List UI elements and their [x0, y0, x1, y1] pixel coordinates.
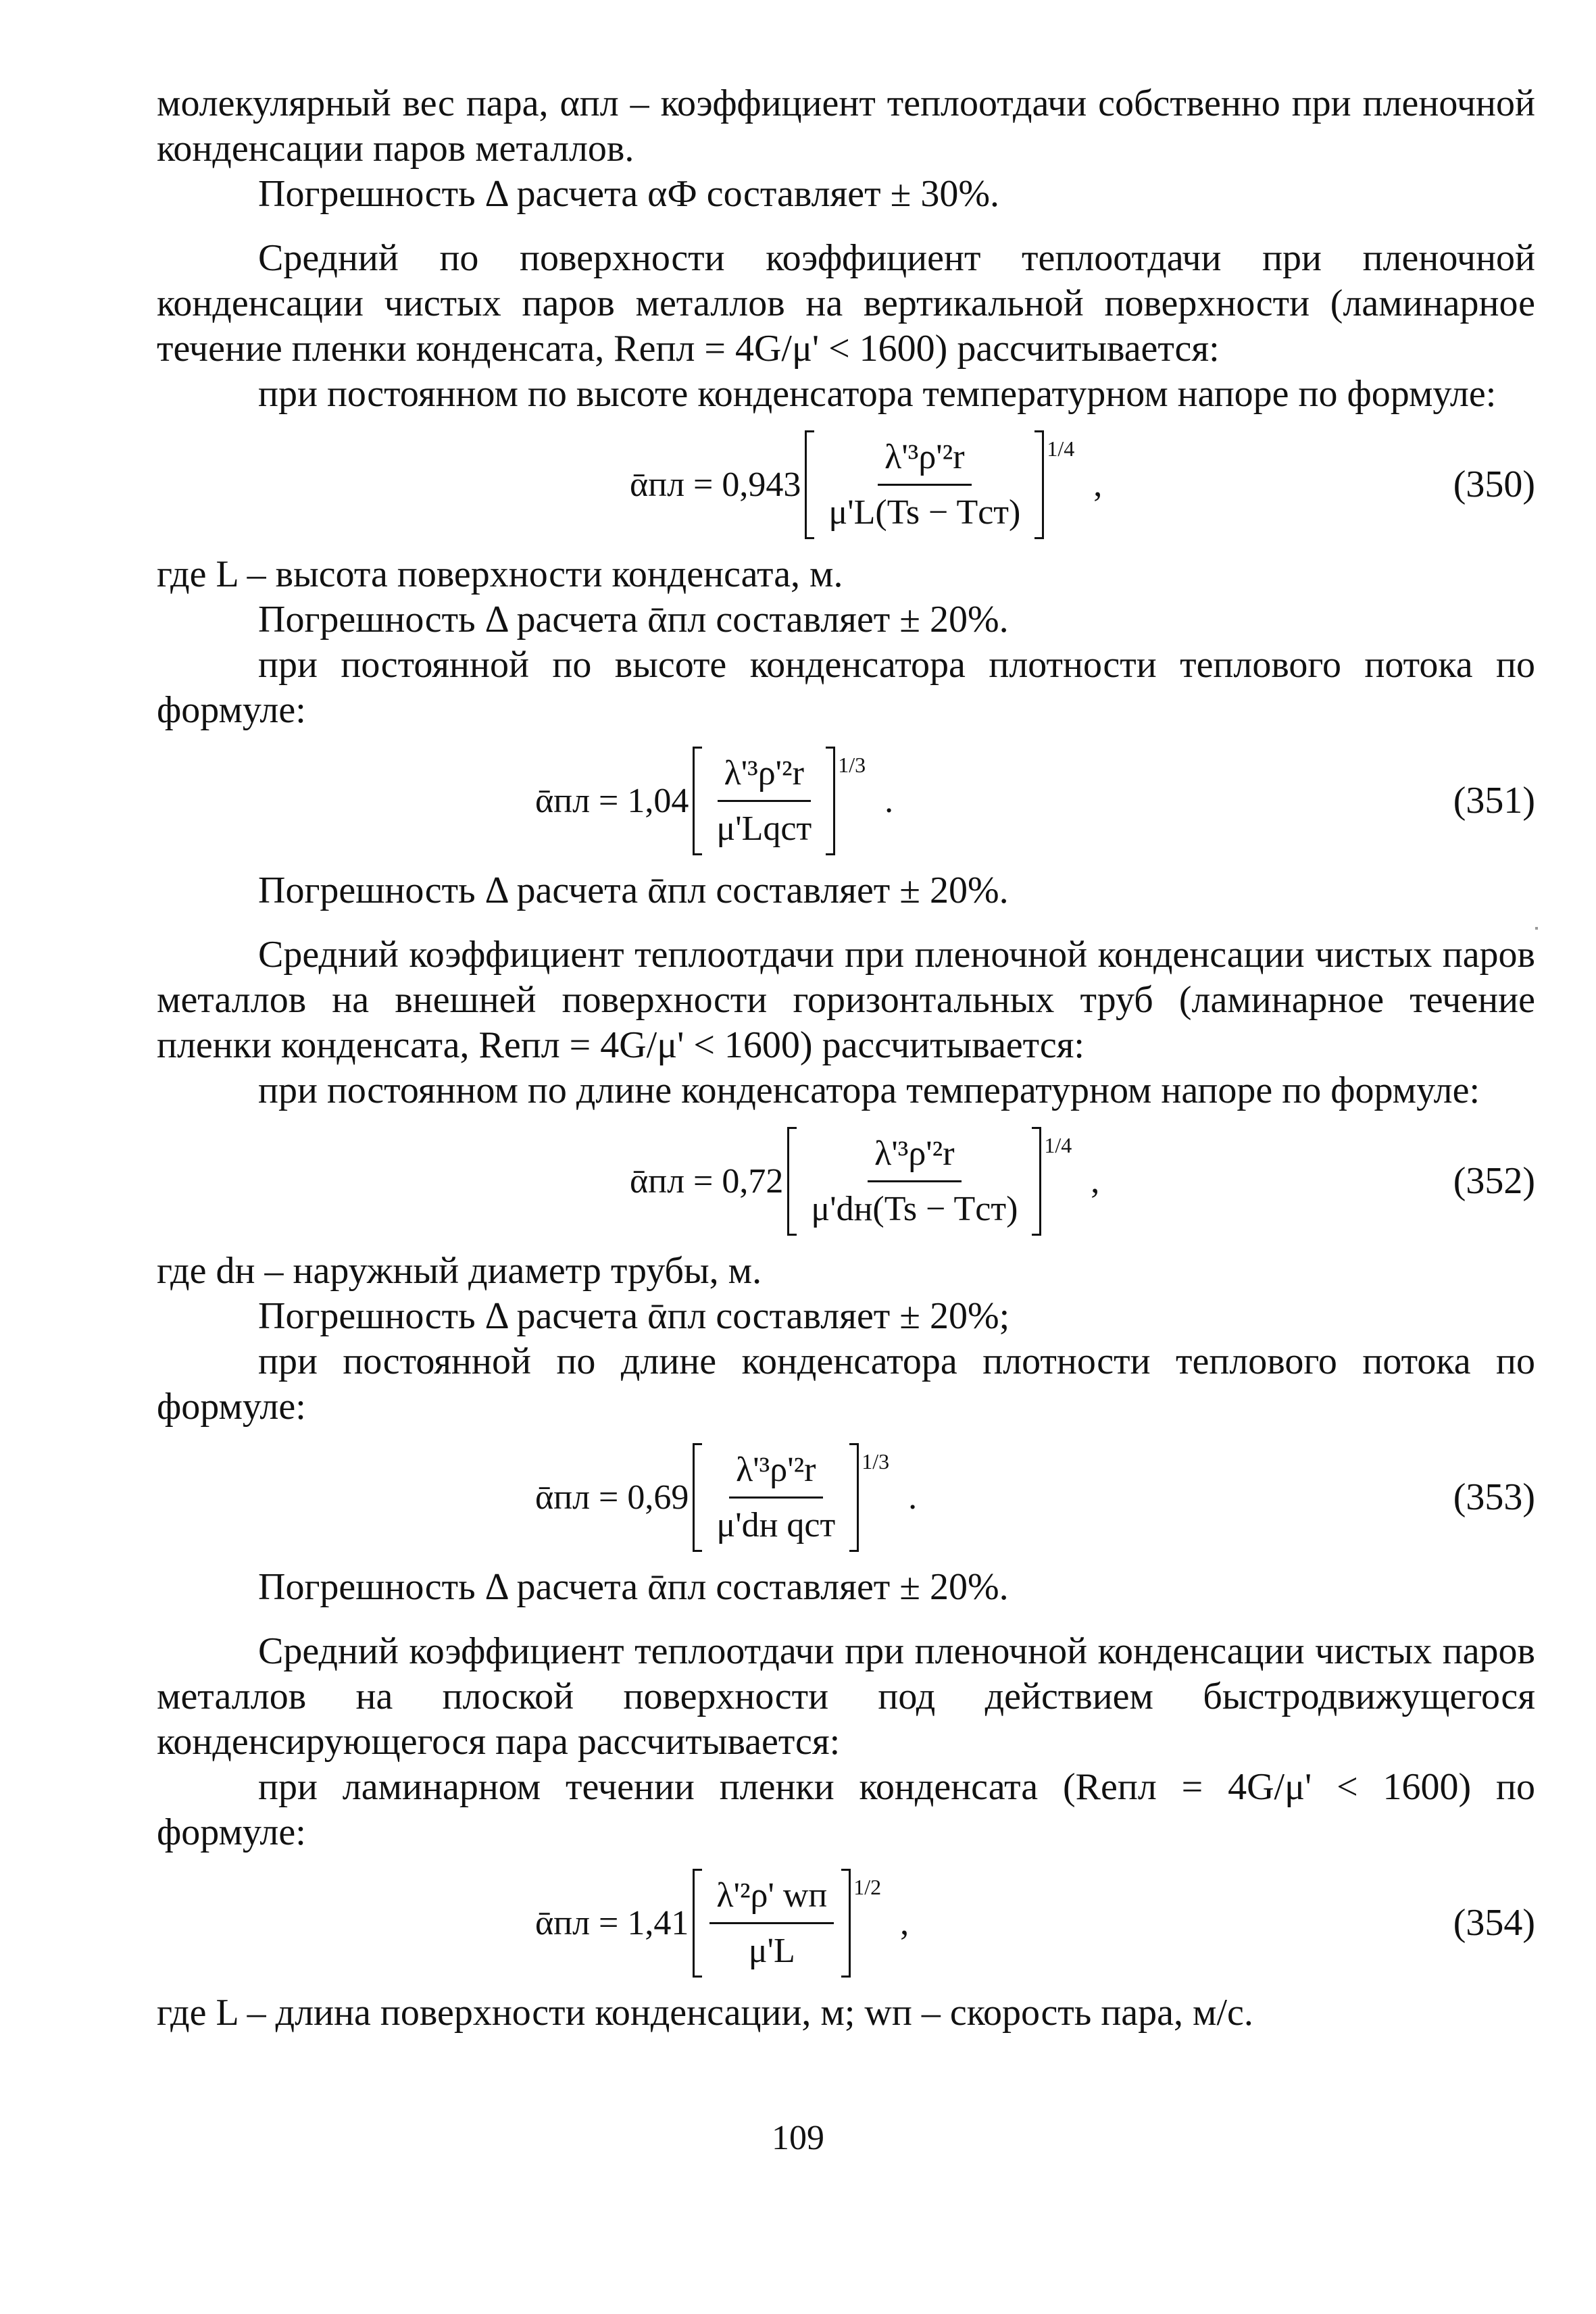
equation-numerator: λ'³ρ'²r	[868, 1131, 961, 1182]
paragraph: Погрешность Δ расчета ᾱпл составляет ± 20%.	[258, 1566, 1009, 1608]
paragraph: Средний по поверхности коэффициент теплоотдачи при пленочной конденсации чистых паров металлов на вертикальной поверхности (ламинарное течение пленки конденсата, Reпл = 4G/μ' < 1600) рассчитывается:	[157, 237, 1535, 370]
equation-bracket	[805, 430, 1044, 539]
equation-punct: ,	[1093, 465, 1103, 504]
equation-351	[157, 733, 1535, 868]
equation-punct: .	[884, 781, 894, 820]
equation-numerator: λ'³ρ'²r	[729, 1447, 822, 1499]
equation-number: (354)	[1453, 1901, 1535, 1944]
paragraph: где dн – наружный диаметр трубы, м.	[157, 1250, 762, 1292]
paragraph: где L – высота поверхности конденсата, м.	[157, 553, 843, 595]
equation-lhs: ᾱпл = 1,04	[535, 781, 689, 820]
equation-exponent: 1/3	[838, 753, 866, 777]
equation-number: (352)	[1453, 1159, 1535, 1202]
paragraph: Погрешность Δ расчета ᾱпл составляет ± 20%.	[258, 870, 1009, 911]
equation-denominator: μ'L(Ts − Tст)	[828, 493, 1021, 532]
equation-denominator: μ'dн(Ts − Tст)	[811, 1189, 1018, 1228]
equation-exponent: 1/2	[853, 1875, 882, 1899]
equation-lhs: ᾱпл = 0,943	[630, 465, 801, 504]
equation-number: (353)	[1453, 1476, 1535, 1518]
equation-numerator: λ'²ρ' wп	[709, 1873, 834, 1924]
paragraph: при постоянном по длине конденсатора температурном напоре по формуле:	[258, 1070, 1480, 1111]
document-page	[157, 81, 1535, 2036]
paragraph: при постоянном по высоте конденсатора температурном напоре по формуле:	[258, 373, 1497, 415]
equation-lhs: ᾱпл = 1,41	[535, 1903, 689, 1942]
paragraph: при постоянной по длине конденсатора плотности теплового потока по формуле:	[157, 1340, 1535, 1428]
equation-denominator: μ'Lqст	[716, 809, 812, 848]
equation-exponent: 1/4	[1047, 436, 1075, 461]
paragraph: где L – длина поверхности конденсации, м; wп – скорость пара, м/с.	[157, 1992, 1253, 2034]
equation-353	[157, 1430, 1535, 1565]
equation-denominator: μ'L	[748, 1931, 795, 1970]
paragraph: Средний коэффициент теплоотдачи при пленочной конденсации чистых паров металлов на внешней поверхности горизонтальных труб (ламинарное течение пленки конденсата, Reпл = 4G/μ' < 1600) рассчитывается:	[157, 934, 1535, 1066]
equation-exponent: 1/3	[862, 1449, 890, 1474]
paragraph: при ламинарном течении пленки конденсата (Reпл = 4G/μ' < 1600) по формуле:	[157, 1766, 1535, 1853]
paragraph: Погрешность Δ расчета ᾱпл составляет ± 20%.	[258, 599, 1009, 640]
equation-354	[157, 1855, 1535, 1990]
equation-bracket	[693, 1443, 859, 1552]
page-number: 109	[772, 2119, 824, 2157]
equation-bracket	[693, 1869, 851, 1978]
paragraph: Погрешность Δ расчета ᾱпл составляет ± 20%;	[258, 1295, 1010, 1337]
equation-lhs: ᾱпл = 0,72	[630, 1161, 784, 1201]
equation-numerator: λ'³ρ'²r	[718, 751, 811, 802]
equation-exponent: 1/4	[1044, 1133, 1072, 1157]
equation-bracket	[787, 1127, 1041, 1236]
equation-denominator: μ'dн qст	[716, 1505, 836, 1544]
equation-punct: ,	[1091, 1161, 1100, 1201]
equation-number: (351)	[1453, 779, 1535, 822]
equation-350	[157, 417, 1535, 552]
scan-speck	[1535, 927, 1538, 930]
equation-numerator: λ'³ρ'²r	[878, 434, 971, 486]
equation-bracket	[693, 747, 835, 855]
paragraph: при постоянной по высоте конденсатора плотности теплового потока по формуле:	[157, 644, 1535, 731]
equation-352	[157, 1113, 1535, 1249]
equation-number: (350)	[1453, 463, 1535, 505]
paragraph: молекулярный вес пара, αпл – коэффициент теплоотдачи собственно при пленочной конденсации паров металлов.	[157, 82, 1535, 170]
equation-punct: .	[908, 1478, 918, 1517]
equation-lhs: ᾱпл = 0,69	[535, 1478, 689, 1517]
equation-punct: ,	[900, 1903, 909, 1942]
paragraph: Погрешность Δ расчета αФ составляет ± 30%.	[258, 173, 999, 215]
paragraph: Средний коэффициент теплоотдачи при пленочной конденсации чистых паров металлов на плоской поверхности под действием быстродвижущегося конденсирующегося пара рассчитывается:	[157, 1630, 1535, 1763]
